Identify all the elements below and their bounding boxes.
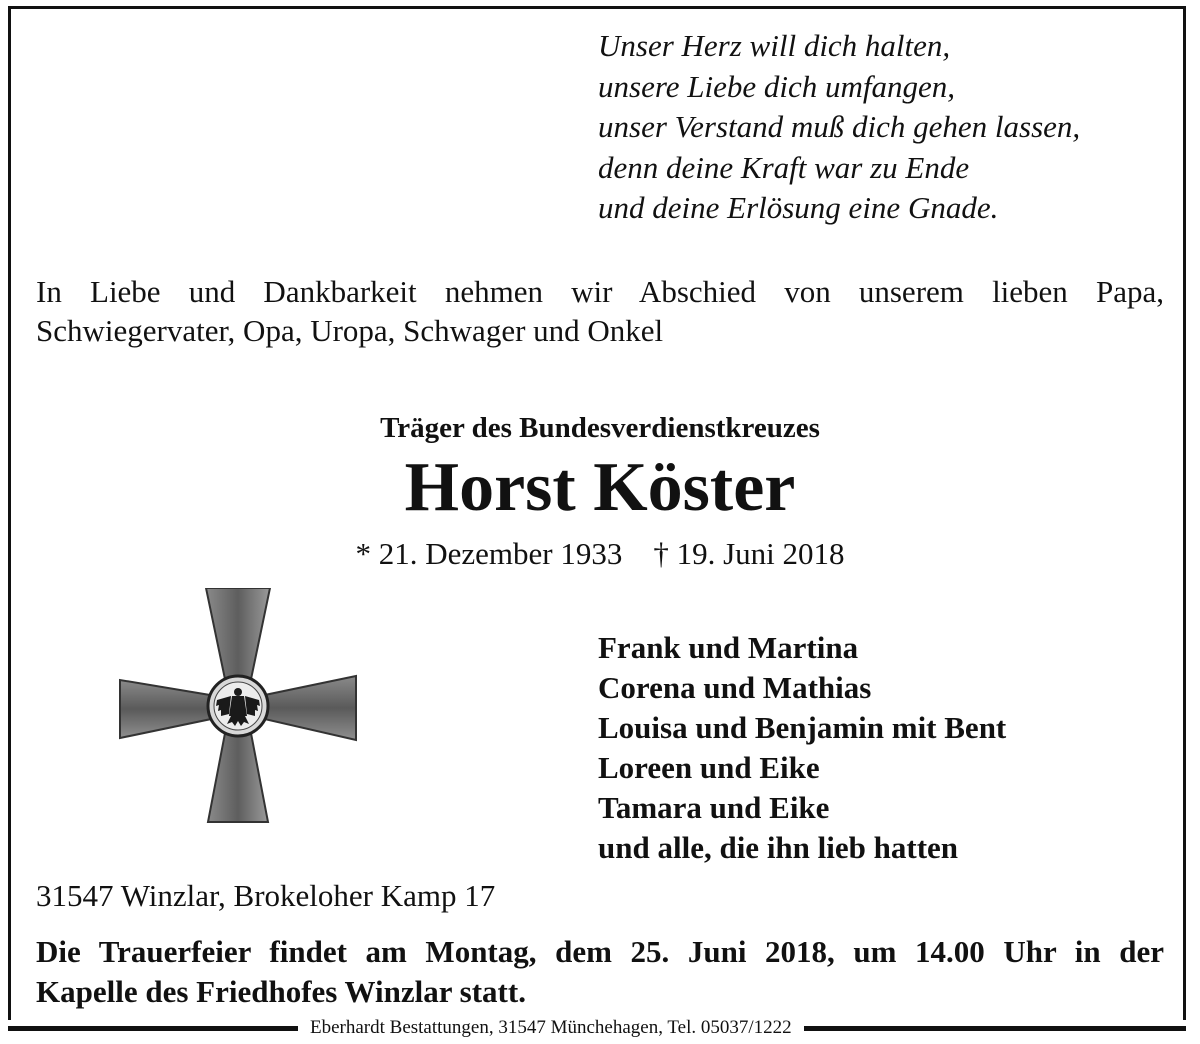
mourner-entry: Frank und Martina bbox=[598, 630, 859, 665]
mourner-entry: Tamara und Eike bbox=[598, 790, 830, 825]
mourners-list bbox=[598, 628, 1006, 868]
deceased-name: Horst Köster bbox=[404, 449, 796, 526]
funeral-service-info bbox=[36, 932, 1164, 1012]
intro-text bbox=[36, 272, 1164, 350]
award-title: Träger des Bundesverdienstkreuzes bbox=[380, 412, 820, 444]
footer bbox=[8, 1016, 1186, 1040]
poem-line: unser Verstand muß dich gehen lassen, bbox=[598, 109, 1081, 145]
death-date: † 19. Juni 2018 bbox=[653, 536, 845, 571]
poem bbox=[598, 26, 1080, 229]
service-line: Kapelle des Friedhofes Winzlar statt. bbox=[36, 974, 526, 1009]
funeral-home-info: Eberhardt Bestattungen, 31547 Münchehagen, Tel. 05037/1222 bbox=[310, 1017, 792, 1038]
federal-cross-of-merit-icon bbox=[118, 588, 358, 824]
intro-line: In Liebe und Dankbarkeit nehmen wir Abschied von unserem lieben Papa, bbox=[36, 274, 1164, 309]
poem-line: unsere Liebe dich umfangen, bbox=[598, 68, 955, 104]
mourner-entry: Loreen und Eike bbox=[598, 750, 820, 785]
footer-rule bbox=[8, 1026, 298, 1031]
service-line: Die Trauerfeier findet am Montag, dem 25. Juni 2018, um 14.00 Uhr in der bbox=[36, 934, 1164, 969]
poem-line: denn deine Kraft war zu Ende bbox=[598, 149, 970, 185]
birth-date: * 21. Dezember 1933 bbox=[355, 536, 623, 571]
poem-line: Unser Herz will dich halten, bbox=[598, 28, 951, 63]
footer-rule bbox=[804, 1026, 1186, 1031]
poem-line: und deine Erlösung eine Gnade. bbox=[598, 190, 999, 226]
mourner-entry: Louisa und Benjamin mit Bent bbox=[598, 710, 1007, 745]
intro-line: Schwiegervater, Opa, Uropa, Schwager und Onkel bbox=[36, 313, 664, 348]
life-dates bbox=[0, 534, 1200, 574]
mourner-entry: Corena und Mathias bbox=[598, 670, 872, 705]
address: 31547 Winzlar, Brokeloher Kamp 17 bbox=[36, 878, 496, 913]
mourner-entry: und alle, die ihn lieb hatten bbox=[598, 830, 959, 865]
